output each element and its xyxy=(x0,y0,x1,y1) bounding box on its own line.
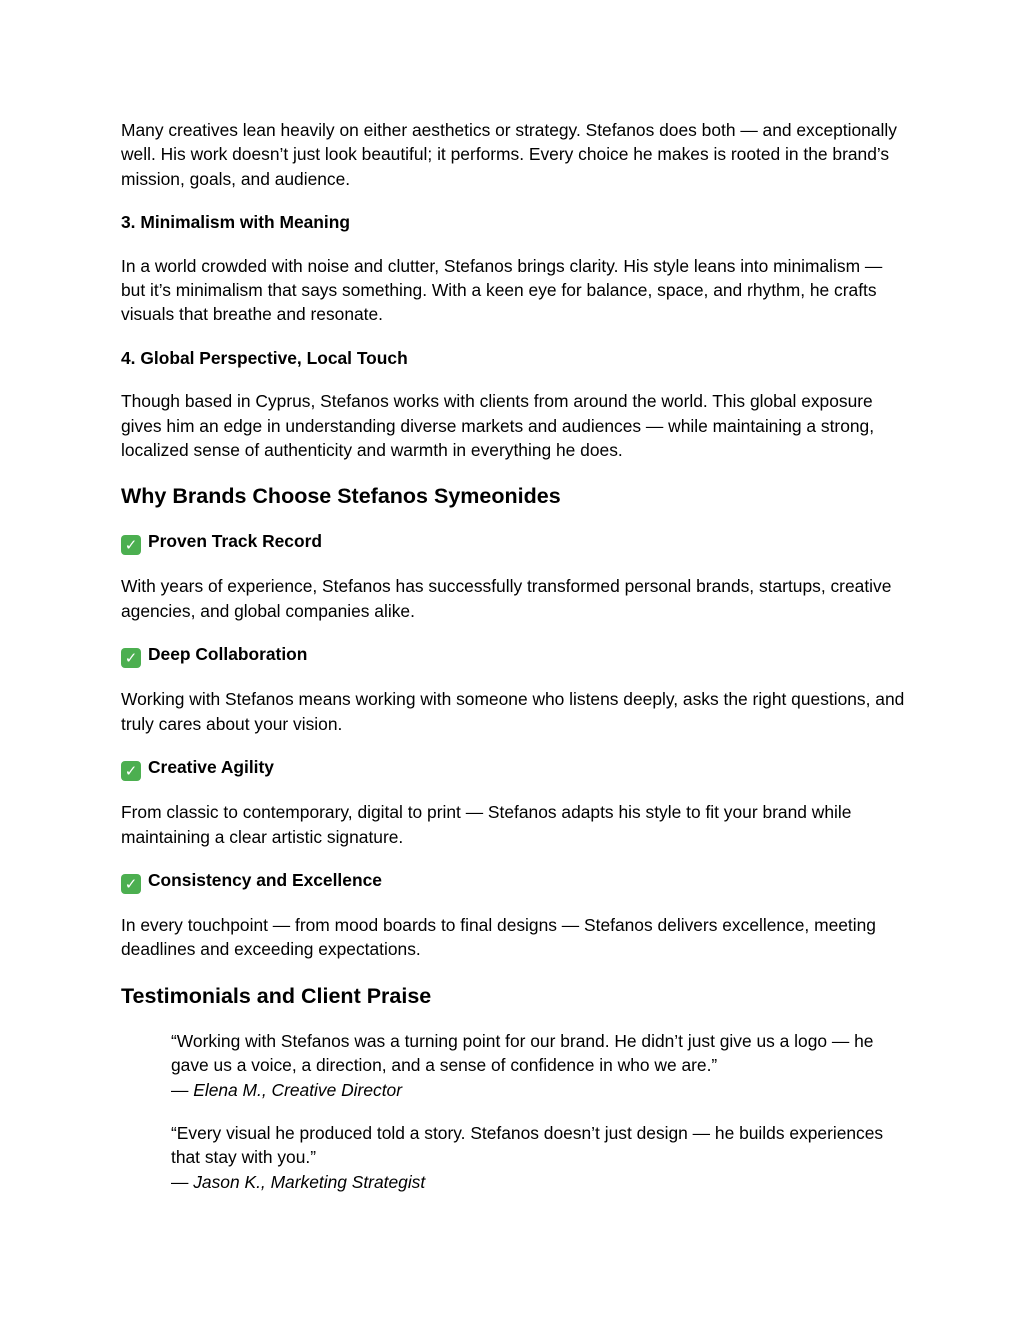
testimonial-quote xyxy=(171,1029,911,1102)
testimonials-heading: Testimonials and Client Praise xyxy=(121,983,432,1008)
testimonial-dash: — xyxy=(171,1079,194,1100)
why-item-body: In every touchpoint — from mood boards to final designs — Stefanos delivers excellence, meeting deadlines and exceeding expectations. xyxy=(121,914,876,960)
why-item-body: From classic to contemporary, digital to print — Stefanos adapts his style to fit your brand while maintaining a clear artistic signature. xyxy=(121,802,852,847)
why-item-body: With years of experience, Stefanos has successfully transformed personal brands, startups, creative agencies, and global companies alike. xyxy=(121,576,892,621)
testimonial-dash: — xyxy=(171,1171,194,1192)
why-item-title-text: Deep Collaboration xyxy=(148,644,308,665)
check-mark-button-icon: ✓ xyxy=(121,648,141,668)
section-body-minimalism: In a world crowded with noise and clutter, Stefanos brings clarity. His style leans into minimalism — but it’s minimalism that says something. With a keen eye for balance, space, and rhythm, he crafts visuals that breathe and resonate. xyxy=(121,255,883,325)
section-body-global: Though based in Cyprus, Stefanos works with clients from around the world. This global exposure gives him an edge in understanding diverse markets and audiences — while maintaining a strong, localized sense of authenticity and warmth in everything he does. xyxy=(121,391,875,461)
testimonial-author: Elena M., Creative Director xyxy=(193,1079,402,1100)
document-page xyxy=(121,118,911,1213)
section-heading-global: 4. Global Perspective, Local Touch xyxy=(121,347,408,368)
testimonial-text: “Working with Stefanos was a turning point for our brand. He didn’t just give us a logo — he gave us a voice, a direction, and a sense of confidence in who we are.” xyxy=(171,1030,874,1076)
testimonial-quote xyxy=(171,1121,911,1194)
why-item-title-text: Proven Track Record xyxy=(148,531,322,552)
testimonial-attribution xyxy=(171,1078,911,1102)
why-item-title-text: Consistency and Excellence xyxy=(148,869,382,890)
intro-paragraph: Many creatives lean heavily on either aesthetics or strategy. Stefanos does both — and exceptionally well. His work doesn’t just look beautiful; it performs. Every choice he makes is rooted in the brand’s mission, goals, and audience. xyxy=(121,120,897,189)
why-item-title xyxy=(121,642,911,668)
why-item-title-text: Creative Agility xyxy=(148,757,274,778)
why-brands-heading: Why Brands Choose Stefanos Symeonides xyxy=(121,484,561,509)
why-item-body: Working with Stefanos means working with someone who listens deeply, asks the right questions, and truly cares about your vision. xyxy=(121,689,905,734)
why-item-title xyxy=(121,755,911,781)
check-mark-button-icon: ✓ xyxy=(121,535,141,555)
testimonial-text: “Every visual he produced told a story. Stefanos doesn’t just design — he builds experiences that stay with you.” xyxy=(171,1122,884,1168)
why-item-title xyxy=(121,529,911,555)
section-heading-minimalism: 3. Minimalism with Meaning xyxy=(121,212,351,233)
why-item-title xyxy=(121,868,911,894)
testimonial-attribution xyxy=(171,1170,911,1194)
testimonial-author: Jason K., Marketing Strategist xyxy=(193,1171,426,1192)
check-mark-button-icon: ✓ xyxy=(121,761,141,781)
check-mark-button-icon: ✓ xyxy=(121,874,141,894)
